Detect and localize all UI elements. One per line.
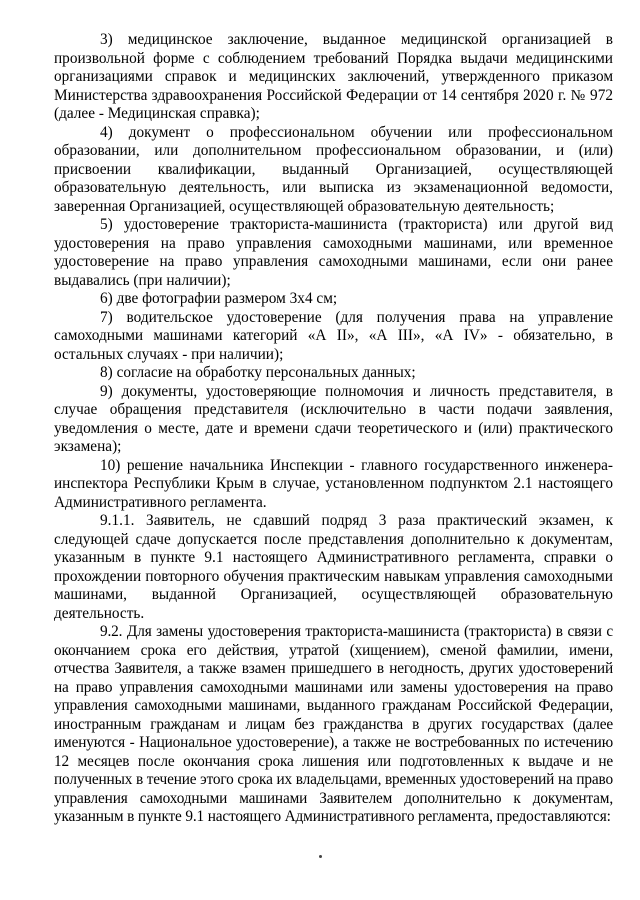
paragraph-9-1-1: 9.1.1. Заявитель, не сдавший подряд 3 раза практический экзамен, к следующей сдаче допускается после представления дополнительно к документам, указанным в пункте 9.1 настоящего Административного регламента, справки о прохождении повторного обучения практическим навыкам управления самоходными машинами, выданной Организацией, осуществляющей образовательную деятельность. bbox=[54, 512, 613, 622]
scan-speck bbox=[319, 855, 322, 858]
paragraph-item-3: 3) медицинское заключение, выданное медицинской организацией в произвольной форме с соблюдением требований Порядка выдачи медицинскими организациями справок и медицинских заключений, утвержденного приказом Министерства здравоохранения Российской Федерации от 14 сентября 2020 г. № 972 (далее - Медицинская справка); bbox=[54, 31, 613, 122]
paragraph-item-4: 4) документ о профессиональном обучении или профессиональном образовании, или дополнительном профессиональном образовании, и (или) присвоении квалификации, выданный Организацией, осуществляющей образовательную деятельность, или выписка из экзаменационной ведомости, заверенная Организацией, осуществляющей образовательную деятельность; bbox=[54, 123, 613, 215]
paragraph-item-7: 7) водительское удостоверение (для получения права на управление самоходными машинами категорий «А II», «А III», «А IV» - обязательно, в остальных случаях - при наличии); bbox=[54, 308, 613, 363]
paragraph-item-8: 8) согласие на обработку персональных данных; bbox=[100, 364, 416, 381]
paragraph-item-9: 9) документы, удостоверяющие полномочия и личность представителя, в случае обращения представителя (исключительно в части подачи заявления, уведомления о месте, дате и времени сдачи теоретического и (или) практического экзамена); bbox=[54, 382, 613, 455]
paragraph-9-2: 9.2. Для замены удостоверения тракториста-машиниста (тракториста) в связи с окончанием срока его действия, утратой (хищением), сменой фамилии, имени, отчества Заявителя, а также взамен пришедшего в негодность, других удостоверений на право управления самоходными машинами или замены удостоверения на право управления самоходными машинами, выданного гражданам Российской Федерации, иностранным гражданам и лицам без гражданства в других государствах (далее именуются - Национальное удостоверение), а также не востребованных по истечению 12 месяцев после окончания срока лишения или подготовленных к выдаче и не полученных в течение этого срока их владельцами, временных удостоверений на право управления самоходными машинами Заявителем дополнительно к документам, указанным в пункте 9.1 настоящего Административного регламента, предоставляются: bbox=[54, 623, 613, 825]
paragraph-item-10: 10) решение начальника Инспекции - главного государственного инженера-инспектора Республики Крым в случае, установленном подпунктом 2.1 настоящего Административного регламента. bbox=[54, 456, 613, 511]
paragraph-item-6: 6) две фотографии размером 3х4 см; bbox=[100, 290, 338, 307]
paragraph-item-5: 5) удостоверение тракториста-машиниста (тракториста) или другой вид удостоверения на право управления самоходными машинами, или временное удостоверение на право управления самоходными машинами, если они ранее выдавались (при наличии); bbox=[54, 216, 613, 289]
